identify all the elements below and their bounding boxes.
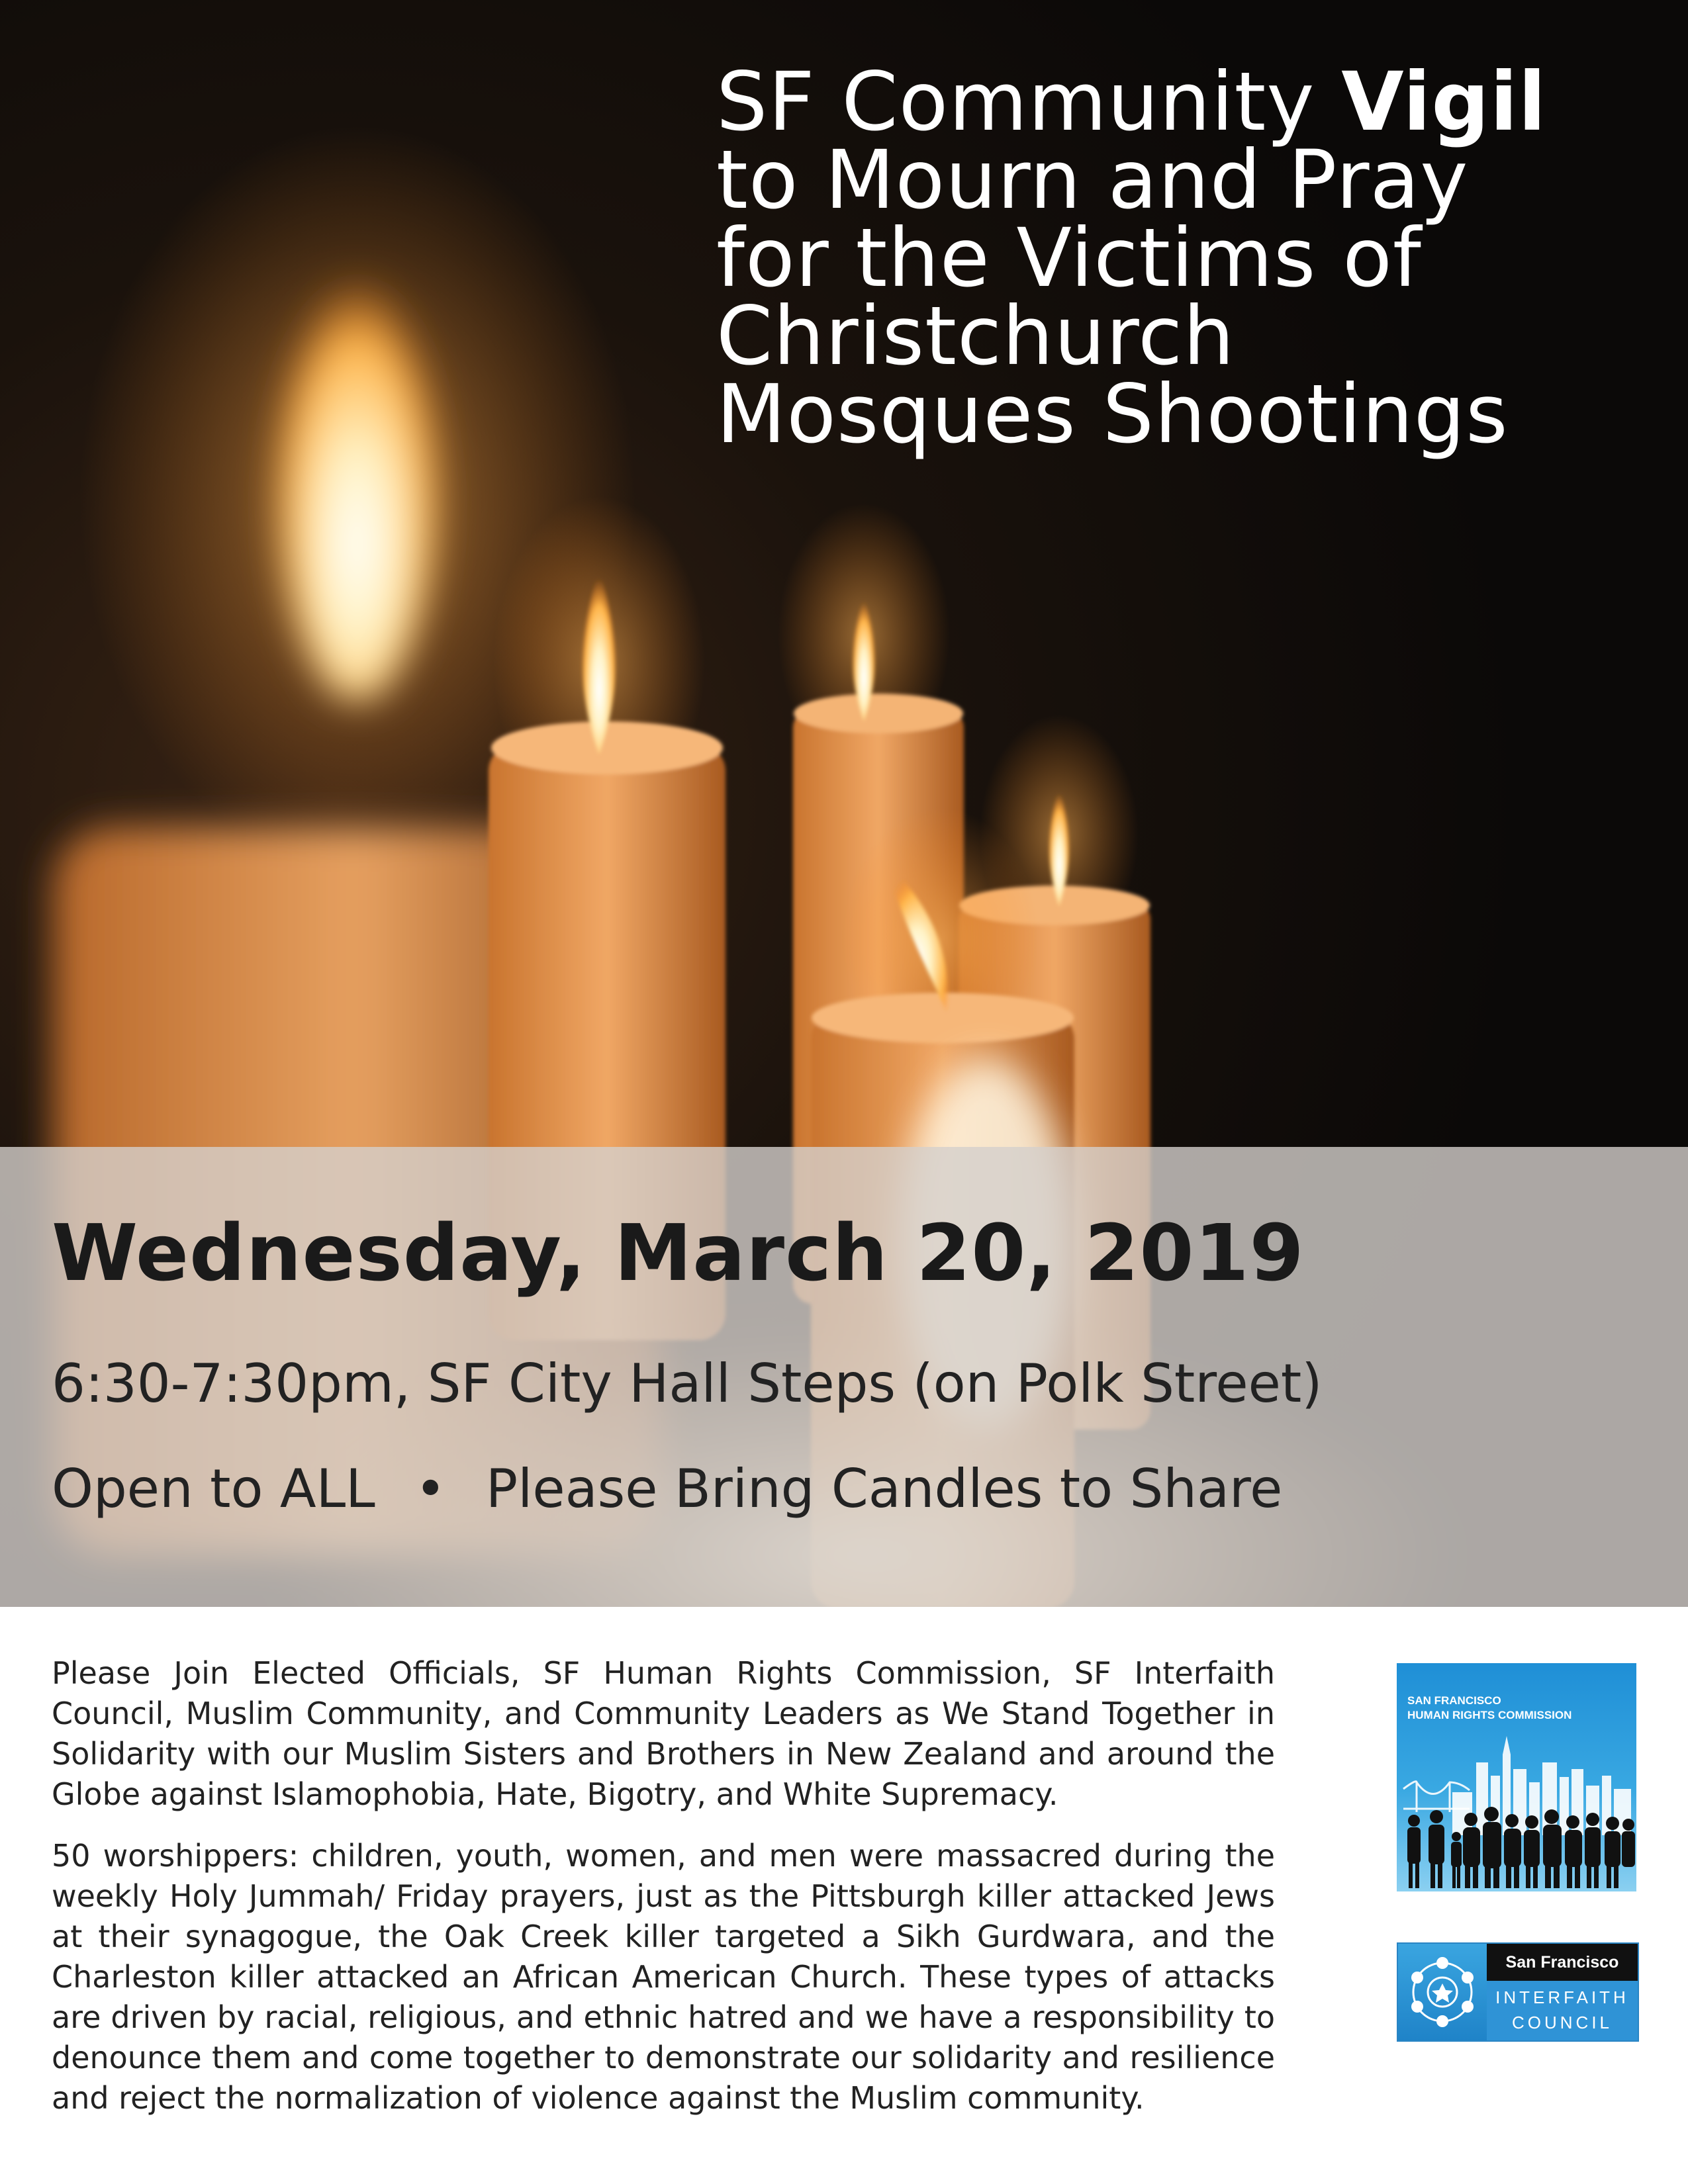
hrc-logo-text	[1407, 1694, 1632, 1723]
open-to-all: Open to ALL	[52, 1458, 375, 1520]
interfaith-logo-name: San Francisco	[1487, 1944, 1638, 1981]
sf-interfaith-council-logo	[1397, 1942, 1639, 2042]
invitation-paragraph-2: 50 worshippers: children, youth, women, and men were massacred during the weekly Holy Jummah/ Friday prayers, just as the Pittsburgh killer attacked Jews at their synagogue, the Oak Creek killer targeted a Sikh Gurdwara, and the Charleston killer attacked an African American Church. These types of attacks are driven by racial, religious, and ethnic hatred and we have a responsibility to denounce them and come together to demonstrate our solidarity and resilience and reject the normalization of violence against the Muslim community.	[52, 1838, 1275, 2116]
hrc-logo-line-2: HUMAN RIGHTS COMMISSION	[1407, 1709, 1572, 1721]
invitation-text	[52, 1653, 1275, 2140]
headline-vigil-word: Vigil	[1341, 55, 1547, 149]
invitation-paragraph-1: Please Join Elected Officials, SF Human Rights Commission, SF Interfaith Council, Muslim Community, and Community Leaders as We Stand Together in Solidarity with our Muslim Sisters and Brothers in New Zealand and around the Globe against Islamophobia, Hate, Bigotry, and White Supremacy.	[52, 1655, 1275, 1812]
headline-line-4: Christchurch	[716, 289, 1235, 383]
bring-candles: Please Bring Candles to Share	[485, 1458, 1283, 1520]
headline-line-1-prefix: SF Community	[716, 55, 1342, 149]
headline-line-5: Mosques Shootings	[716, 367, 1509, 461]
headline-line-3: for the Victims of	[716, 211, 1422, 305]
interfaith-logo-word-2: COUNCIL	[1511, 2013, 1613, 2032]
sf-human-rights-commission-logo	[1397, 1663, 1636, 1891]
hrc-logo-line-1: SAN FRANCISCO	[1407, 1694, 1501, 1707]
interfaith-emblem-icon	[1398, 1944, 1487, 2040]
event-open-line	[52, 1453, 1282, 1525]
event-date: Wednesday, March 20, 2019	[52, 1207, 1305, 1298]
headline-line-1	[716, 55, 1669, 149]
headline-line-2: to Mourn and Pray	[716, 133, 1469, 227]
event-time-place: 6:30-7:30pm, SF City Hall Steps (on Polk Street)	[52, 1353, 1323, 1414]
vigil-headline	[716, 55, 1669, 461]
interfaith-logo-word-1: INTERFAITH	[1495, 1987, 1629, 2007]
bullet-separator: •	[414, 1458, 446, 1520]
